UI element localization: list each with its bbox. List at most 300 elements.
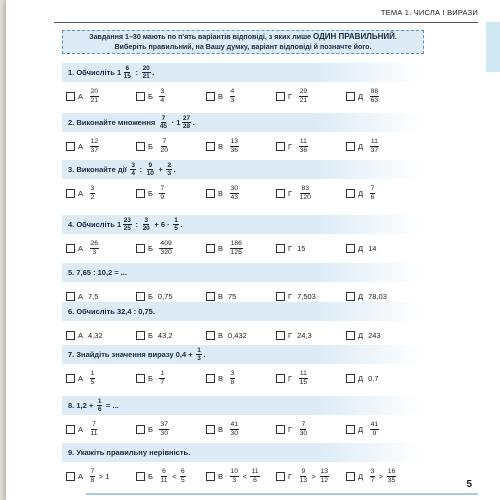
fraction (299, 185, 312, 202)
fraction-denominator: 20 (142, 225, 150, 232)
answer-option[interactable] (66, 181, 97, 205)
question-prompt-8 (62, 396, 424, 415)
answer-checkbox[interactable] (206, 374, 215, 383)
option-letter: Б (148, 188, 153, 198)
fraction (159, 421, 169, 438)
answer-option[interactable] (136, 236, 174, 260)
fraction-denominator: 6 (370, 193, 375, 201)
answer-row-3 (66, 181, 438, 205)
fraction-numerator: 13 (320, 467, 329, 475)
instruction-box (62, 30, 424, 54)
fraction-denominator: 5 (174, 225, 178, 232)
fraction (230, 468, 240, 485)
option-value (297, 244, 305, 253)
fraction-denominator: 9 (160, 193, 165, 201)
answer-checkbox[interactable] (346, 425, 355, 434)
answer-checkbox[interactable] (136, 331, 145, 340)
answer-checkbox[interactable] (276, 244, 285, 253)
answer-checkbox[interactable] (66, 425, 75, 434)
answer-row-8 (66, 417, 438, 441)
option-value (297, 185, 313, 202)
answer-checkbox[interactable] (136, 425, 145, 434)
option-value (88, 421, 100, 438)
fraction (166, 162, 172, 178)
answer-option[interactable] (276, 84, 310, 108)
fraction-denominator: 8 (230, 378, 235, 386)
bottom-bar (86, 493, 478, 495)
expression-text: 24,3 (297, 330, 312, 340)
option-letter: В (218, 330, 224, 340)
fraction-numerator: 20 (142, 64, 150, 72)
option-letter: В (218, 243, 224, 253)
option-value (368, 244, 376, 253)
option-letter: В (218, 424, 224, 434)
answer-option[interactable] (136, 181, 167, 205)
answer-row-4 (66, 236, 438, 260)
answer-option[interactable] (346, 464, 398, 488)
expression-text: 6. Обчисліть 32,4 : 0,75. (68, 307, 155, 316)
fraction-denominator: 8 (90, 476, 95, 484)
answer-checkbox[interactable] (276, 472, 285, 481)
answer-option[interactable] (346, 84, 381, 108)
question-prompt-4 (62, 215, 424, 234)
relation-sign: > (378, 471, 384, 481)
worksheet-page (6, 0, 500, 500)
fraction (146, 162, 155, 178)
option-letter: А (78, 243, 84, 253)
answer-option[interactable] (276, 134, 310, 158)
answer-checkbox[interactable] (206, 142, 215, 151)
fraction (180, 468, 186, 485)
answer-option[interactable] (206, 181, 241, 205)
answer-option[interactable] (206, 417, 241, 441)
fraction (230, 421, 240, 438)
option-value (158, 185, 167, 202)
fraction-denominator: 21 (90, 96, 99, 104)
answer-option[interactable] (346, 181, 377, 205)
answer-checkbox[interactable] (66, 142, 75, 151)
fraction-denominator: 15 (123, 73, 131, 80)
fraction-denominator: 3 (197, 355, 201, 362)
fraction (196, 347, 202, 363)
option-value (297, 138, 310, 155)
option-letter: Г (288, 330, 293, 340)
expression-text: . (192, 118, 195, 127)
fraction (173, 217, 179, 233)
answer-checkbox[interactable] (136, 374, 145, 383)
fraction (230, 138, 240, 155)
fraction (159, 138, 169, 155)
fraction-denominator: 6 (97, 406, 102, 413)
fraction-denominator: 36 (299, 146, 308, 154)
option-value (88, 185, 97, 202)
option-letter: Д (358, 424, 364, 434)
answer-option[interactable] (206, 464, 261, 488)
answer-checkbox[interactable] (136, 189, 145, 198)
fraction-numerator: 3 (90, 184, 95, 192)
fraction (370, 468, 376, 485)
instruction-line-1 (63, 32, 423, 42)
expression-text: : (133, 220, 141, 229)
answer-option[interactable] (206, 323, 247, 347)
answer-checkbox[interactable] (136, 92, 145, 101)
answer-row-9 (66, 464, 438, 488)
answer-checkbox[interactable] (276, 292, 285, 301)
answer-checkbox[interactable] (206, 244, 215, 253)
question-prompt-6 (62, 302, 424, 321)
fraction-denominator: 4 (160, 96, 165, 104)
option-value (368, 138, 381, 155)
answer-checkbox[interactable] (346, 142, 355, 151)
expression-text: + 6 · (152, 220, 172, 229)
fraction-numerator: 83 (301, 184, 310, 192)
expression-text: 0,75 (157, 291, 173, 301)
option-letter: Г (288, 424, 293, 434)
answer-option[interactable] (276, 236, 305, 260)
answer-option[interactable] (276, 464, 331, 488)
answer-checkbox[interactable] (276, 331, 285, 340)
expression-text: = ... (103, 401, 119, 410)
option-value (158, 331, 173, 340)
answer-option[interactable] (66, 417, 100, 441)
option-letter: Д (358, 330, 364, 340)
fraction-numerator: 7 (92, 420, 96, 428)
option-letter: Б (148, 243, 153, 253)
fraction-numerator: 30 (230, 184, 239, 192)
option-letter: Б (148, 373, 153, 383)
option-letter: Б (148, 330, 153, 340)
option-value (297, 370, 310, 387)
answer-checkbox[interactable] (206, 92, 215, 101)
fraction-numerator: 7 (301, 420, 306, 428)
answer-option[interactable] (136, 417, 170, 441)
expression-text: 5. 7,65 : 10,2 = ... (68, 268, 127, 277)
fraction-numerator: 11 (299, 369, 307, 377)
fraction-numerator: 88 (370, 87, 379, 95)
fraction-numerator: 37 (160, 420, 168, 428)
option-value (297, 292, 316, 301)
option-letter: Д (358, 291, 364, 301)
answer-row-6 (66, 323, 438, 347)
option-letter: Г (288, 141, 293, 151)
answer-option[interactable] (276, 417, 310, 441)
answer-checkbox[interactable] (66, 292, 75, 301)
fraction-denominator: 25 (123, 225, 131, 232)
fraction (159, 240, 172, 257)
answer-checkbox[interactable] (136, 472, 145, 481)
fraction-numerator: 7 (161, 114, 166, 122)
fraction-denominator: 35 (387, 476, 396, 484)
fraction-numerator: 7 (370, 184, 375, 192)
answer-option[interactable] (136, 366, 167, 390)
option-value (88, 240, 101, 257)
option-value (88, 468, 109, 485)
answer-option[interactable] (276, 366, 310, 390)
fraction (97, 398, 103, 414)
option-letter: Г (288, 471, 293, 481)
answer-checkbox[interactable] (66, 472, 75, 481)
option-value (228, 88, 237, 105)
expression-text: . (203, 350, 206, 359)
fraction (230, 370, 236, 387)
fraction-denominator: 30 (299, 429, 308, 437)
answer-option[interactable] (66, 323, 103, 347)
option-value (88, 88, 101, 105)
answer-row-7 (66, 366, 438, 390)
expression-text: 9. Укажіть правильну нерівність. (68, 448, 191, 457)
answer-option[interactable] (66, 366, 97, 390)
fraction-numerator: 13 (230, 137, 239, 145)
fraction-numerator: 1 (174, 216, 178, 224)
answer-checkbox[interactable] (66, 374, 75, 383)
option-letter: Д (358, 471, 364, 481)
fraction-denominator: 3 (167, 170, 172, 177)
answer-option[interactable] (136, 323, 173, 347)
fraction-denominator: 28 (182, 123, 191, 130)
option-letter: В (218, 291, 224, 301)
answer-option[interactable] (206, 134, 241, 158)
expression-text: : (133, 68, 141, 77)
answer-checkbox[interactable] (346, 331, 355, 340)
expression-text: 243 (368, 330, 381, 340)
fraction-numerator: 7 (90, 467, 95, 475)
fraction-denominator: 63 (370, 96, 379, 104)
fraction (159, 468, 168, 485)
answer-checkbox[interactable] (346, 92, 355, 101)
answer-checkbox[interactable] (206, 331, 215, 340)
fraction-numerator: 1 (90, 369, 95, 377)
page-number: 5 (466, 479, 472, 490)
answer-checkbox[interactable] (66, 189, 75, 198)
answer-option[interactable] (206, 84, 237, 108)
fraction-denominator: 2 (90, 193, 95, 201)
answer-checkbox[interactable] (206, 292, 215, 301)
fraction-denominator: 21 (299, 96, 308, 104)
answer-row-1 (66, 84, 438, 108)
option-value (368, 331, 381, 340)
fraction-numerator: 1 (97, 397, 102, 405)
option-value (88, 138, 101, 155)
option-value (368, 88, 381, 105)
fraction (90, 88, 100, 105)
answer-option[interactable] (346, 134, 381, 158)
answer-checkbox[interactable] (206, 425, 215, 434)
answer-checkbox[interactable] (66, 244, 75, 253)
fraction-denominator: 7 (370, 476, 375, 484)
fraction (159, 185, 165, 202)
question-prompt-9 (62, 443, 424, 462)
expression-text: 43,2 (157, 330, 173, 340)
option-value (297, 468, 331, 485)
instruction-line-2: Виберіть правильний, на Вашу думку, варіант відповіді й позначте його. (114, 43, 372, 51)
answer-option[interactable] (346, 323, 381, 347)
fraction-denominator: 9 (372, 429, 377, 437)
answer-checkbox[interactable] (276, 189, 285, 198)
answer-option[interactable] (66, 134, 101, 158)
fraction (387, 468, 397, 485)
option-value (88, 331, 103, 340)
fraction-numerator: 7 (162, 137, 167, 145)
fraction-numerator: 2 (167, 161, 172, 169)
fraction (299, 138, 309, 155)
expression-text: 15 (297, 243, 306, 253)
fraction-denominator: 7 (160, 378, 165, 386)
answer-checkbox[interactable] (346, 374, 355, 383)
fraction (370, 88, 380, 105)
fraction-denominator: 15 (299, 378, 308, 386)
fraction-denominator: 120 (299, 193, 311, 201)
fraction (370, 185, 376, 202)
expression-text: 2. Виконайте множення (68, 118, 158, 127)
answer-checkbox[interactable] (276, 142, 285, 151)
option-value (368, 292, 387, 301)
relation-sign: > (98, 471, 104, 481)
fraction-numerator: 27 (182, 114, 191, 122)
fraction-denominator: 125 (230, 248, 242, 256)
answer-option[interactable] (136, 84, 167, 108)
fraction-denominator: 3 (232, 476, 237, 484)
expression-text: 8. 1,2 + (68, 401, 96, 410)
option-letter: В (218, 188, 224, 198)
option-letter: В (218, 91, 224, 101)
fraction-denominator: 45 (159, 123, 168, 130)
fraction (159, 115, 168, 131)
answer-checkbox[interactable] (136, 244, 145, 253)
answer-checkbox[interactable] (276, 92, 285, 101)
expression-text: 0,7 (368, 373, 379, 383)
fraction-denominator: 320 (160, 248, 172, 256)
option-value (297, 331, 312, 340)
answer-option[interactable] (136, 464, 187, 488)
answer-checkbox[interactable] (276, 425, 285, 434)
expression-text: . (152, 68, 155, 77)
expression-text: 7,5 (88, 291, 99, 301)
answer-option[interactable] (206, 366, 237, 390)
answer-checkbox[interactable] (66, 92, 75, 101)
fraction-numerator: 9 (301, 467, 306, 475)
fraction-numerator: 6 (180, 467, 185, 475)
fraction (90, 421, 99, 438)
fraction (250, 468, 259, 485)
fraction-denominator: 5 (180, 476, 185, 484)
fraction-numerator: 11 (251, 467, 259, 475)
option-letter: Д (358, 243, 364, 253)
instruction-text: Завдання 1–30 мають по п'ять варіантів відповіді, з яких лише (89, 33, 313, 41)
fraction-numerator: 3 (131, 161, 136, 169)
answer-option[interactable] (206, 236, 244, 260)
fraction-numerator: 3 (160, 87, 165, 95)
fraction-numerator: 6 (125, 64, 130, 72)
fraction-numerator: 41 (230, 420, 239, 428)
fraction-numerator: 16 (387, 467, 396, 475)
expression-text: 4. Обчисліть 1 (68, 220, 122, 229)
fraction-numerator: 9 (148, 161, 153, 169)
fraction (370, 138, 380, 155)
expression-text: 1 (105, 471, 110, 481)
expression-text: · 1 (169, 118, 181, 127)
expression-text: 78,03 (368, 291, 387, 301)
fraction-denominator: 10 (146, 170, 154, 177)
expression-text: 0,432 (228, 330, 247, 340)
option-value (88, 370, 97, 387)
answer-option[interactable] (66, 464, 109, 488)
answer-option[interactable] (66, 84, 101, 108)
answer-checkbox[interactable] (276, 374, 285, 383)
option-letter: Г (288, 373, 293, 383)
answer-option[interactable] (136, 134, 170, 158)
option-value (228, 240, 244, 257)
fraction-denominator: 30 (230, 429, 239, 437)
fraction (299, 468, 309, 485)
answer-checkbox[interactable] (136, 142, 145, 151)
instruction-text-end: . (394, 33, 397, 41)
option-letter: Б (148, 424, 153, 434)
option-value (368, 468, 398, 485)
expression-text: 7,503 (297, 291, 316, 301)
answer-option[interactable] (346, 366, 379, 390)
option-letter: Г (288, 188, 293, 198)
option-value (158, 240, 174, 257)
answer-option[interactable] (276, 323, 312, 347)
answer-option[interactable] (346, 236, 376, 260)
answer-checkbox[interactable] (346, 244, 355, 253)
option-value (228, 468, 261, 485)
fraction (182, 115, 191, 131)
option-letter: А (78, 330, 84, 340)
fraction (123, 217, 132, 233)
fraction-numerator: 3 (370, 467, 375, 475)
fraction-denominator: 11 (160, 476, 168, 484)
fraction (370, 421, 380, 438)
fraction-numerator: 29 (299, 87, 308, 95)
fraction-denominator: 20 (160, 146, 168, 154)
option-value (158, 292, 173, 301)
answer-checkbox[interactable] (136, 292, 145, 301)
option-letter: В (218, 141, 224, 151)
option-letter: А (78, 141, 84, 151)
expression-text: 3. Виконайте дії (68, 165, 129, 174)
fraction (299, 88, 309, 105)
answer-checkbox[interactable] (346, 292, 355, 301)
option-letter: Б (148, 291, 153, 301)
fraction-numerator: 1 (160, 369, 165, 377)
option-value (228, 185, 241, 202)
fraction (90, 185, 96, 202)
expression-text: : (137, 165, 145, 174)
answer-checkbox[interactable] (66, 331, 75, 340)
answer-checkbox[interactable] (346, 189, 355, 198)
option-value (368, 185, 377, 202)
answer-checkbox[interactable] (206, 472, 215, 481)
option-value (158, 468, 187, 485)
option-letter: Б (148, 91, 153, 101)
fraction-denominator: 5 (90, 378, 95, 386)
fraction (320, 468, 330, 485)
option-value (228, 292, 236, 301)
answer-option[interactable] (346, 417, 381, 441)
answer-row-2 (66, 134, 438, 158)
header-title: ТЕМА 1. ЧИСЛА І ВИРАЗИ (380, 8, 478, 17)
answer-checkbox[interactable] (206, 189, 215, 198)
option-letter: Г (288, 291, 293, 301)
fraction-denominator: 4 (131, 170, 136, 177)
answer-option[interactable] (66, 236, 101, 260)
option-letter: А (78, 291, 84, 301)
answer-option[interactable] (276, 181, 313, 205)
fraction (90, 138, 100, 155)
fraction-numerator: 1 (197, 346, 201, 354)
answer-checkbox[interactable] (346, 472, 355, 481)
